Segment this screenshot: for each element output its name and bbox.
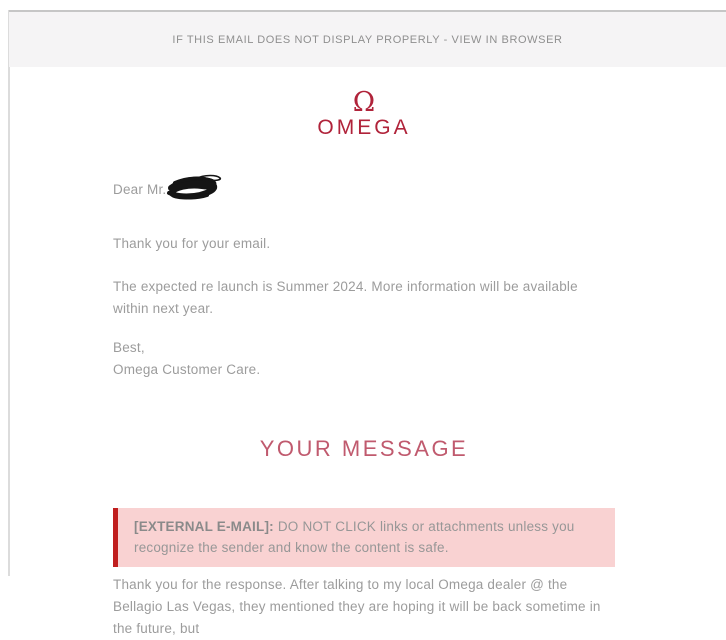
paragraph-relaunch-info: The expected re launch is Summer 2024. More information will be available within next year. [113,279,578,317]
original-message-text: Thank you for the response. After talking to my local Omega dealer @ the Bellagio Las Vegas, they mentioned they are hoping it will be back sometime in the future, but [113,577,601,637]
paragraph-thanks: Thank you for your email. [113,236,271,252]
signature: Omega Customer Care. [113,362,261,378]
external-email-text: DO NOT CLICK links or attachments unless you recognize the sender and know the content is safe. [134,519,575,556]
view-in-browser-banner [9,10,726,67]
greeting-line [113,171,615,210]
signature-block [113,337,615,381]
omega-symbol-icon: Ω [352,87,376,118]
signoff: Best, [113,340,145,356]
greeting-text: Dear Mr. [113,182,167,198]
omega-logo [113,89,615,139]
external-email-label: [EXTERNAL E-MAIL]: [134,519,274,535]
external-email-warning [113,508,615,567]
redacted-name-scribble [165,171,223,210]
omega-wordmark: OMEGA [317,116,411,139]
email-content-area [10,67,726,637]
view-in-browser-link[interactable]: IF THIS EMAIL DOES NOT DISPLAY PROPERLY - VIEW IN BROWSER [172,33,563,46]
your-message-heading: YOUR MESSAGE [259,436,469,462]
